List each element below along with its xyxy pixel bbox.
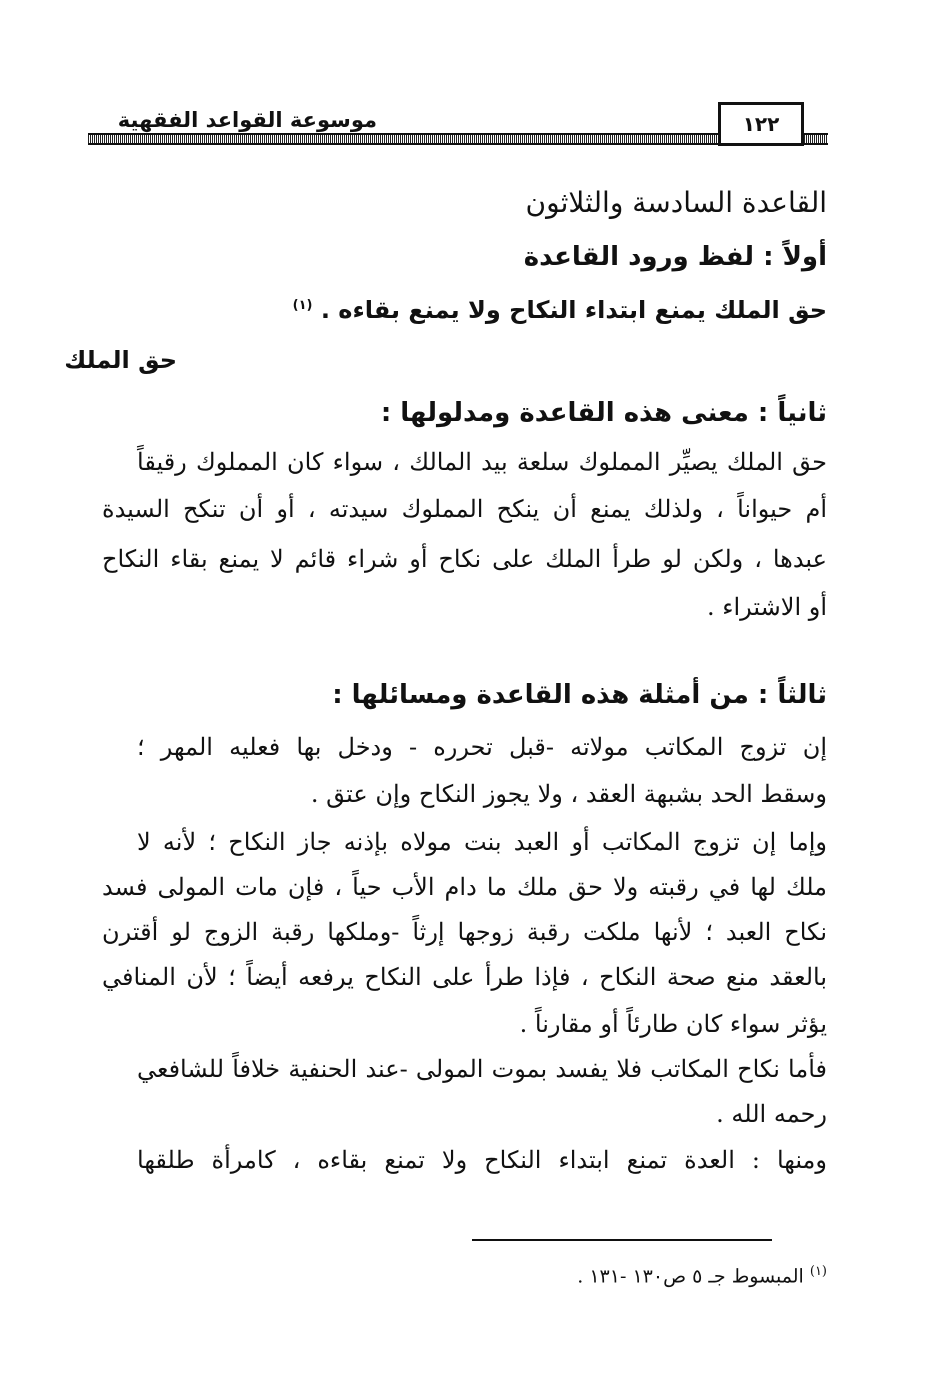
section3-line-2: وسقط الحد بشبهة العقد ، ولا يجوز النكاح وإن عتق . [310,780,827,808]
rule-statement-text: حق الملك يمنع ابتداء النكاح ولا يمنع بقاءه . [320,296,827,324]
keyword-label: حق الملك [64,346,177,374]
section3-heading: ثالثاً : من أمثلة هذه القاعدة ومسائلها : [332,680,827,710]
section2-line-4: أو الاشتراء . [706,593,827,621]
section3-line-3: وإما إن تزوج المكاتب أو العبد بنت مولاه بإذنه جاز النكاح ؛ لأنه لا [137,828,827,856]
section3-line-10: ومنها : العدة تمنع ابتداء النكاح ولا تمنع بقاءه ، كامرأة طلقها [137,1146,827,1174]
footnote-text: المبسوط جـ ٥ ص١٣٠ -١٣١ . [577,1265,804,1288]
section3-line-5: نكاح العبد ؛ لأنها ملكت رقبة زوجها إرثاً -وملكها رقبة الزوج لو أقترن [102,918,827,946]
section3-line-7: يؤثر سواء كان طارئاً أو مقارناً . [519,1010,827,1038]
rule-title: القاعدة السادسة والثلاثون [525,186,827,219]
header-rule [88,133,828,145]
section3-line-1: إن تزوج المكاتب مولاته -قبل تحرره - ودخل بها فعليه المهر ؛ [137,733,827,761]
section2-heading: ثانياً : معنى هذه القاعدة ومدلولها : [380,398,827,428]
page-number: ١٢٢ [718,102,804,146]
section3-line-9: رحمه الله . [716,1100,827,1128]
section2-line-1: حق الملك يصيِّر المملوك سلعة بيد المالك ، سواء كان المملوك رقيقاً [137,448,827,476]
footnote-divider [472,1239,772,1241]
footnote [577,1264,827,1287]
section3-line-6: بالعقد منع صحة النكاح ، فإذا طرأ على النكاح يرفعه أيضاً ؛ لأن المنافي [102,963,827,991]
section1-heading: أولاً : لفظ ورود القاعدة [523,242,827,272]
section3-line-8: فأما نكاح المكاتب فلا يفسد بموت المولى -عند الحنفية خلافاً للشافعي [137,1055,827,1083]
section2-line-2: أم حيواناً ، ولذلك يمنع أن ينكح المملوك سيدته ، أو أن تنكح السيدة [102,495,827,523]
footnote-reference: (١) [292,298,313,313]
running-header-title: موسوعة القواعد الفقهية [117,108,377,132]
footnote-marker: (١) [809,1264,827,1279]
section3-line-4: ملك لها في رقبته ولا حق ملك ما دام الأب حياً ، فإن مات المولى فسد [102,873,827,901]
section2-line-3: عبدها ، ولكن لو طرأ الملك على نكاح أو شراء قائم لا يمنع بقاء النكاح [102,545,827,573]
rule-statement [293,296,827,324]
